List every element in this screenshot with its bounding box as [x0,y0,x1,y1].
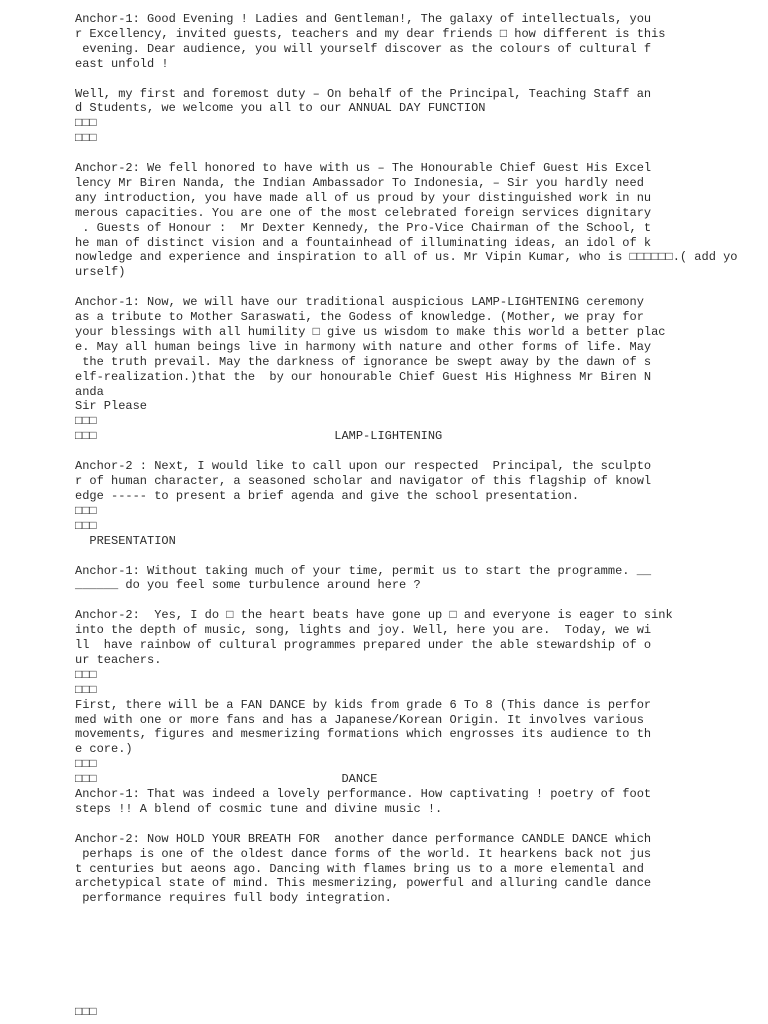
text-line: Anchor-1: Now, we will have our traditional auspicious LAMP-LIGHTENING ceremony [75,295,644,310]
text-line: ll have rainbow of cultural programmes prepared under the able stewardship of o [75,638,652,653]
text-line: east unfold ! [75,56,169,71]
text-line: PRESENTATION [75,533,176,548]
text-line: . Guests of Honour : Mr Dexter Kennedy, the Pro-Vice Chairman of the School, t [75,220,652,235]
text-line: □□□ [75,414,97,429]
paragraph [75,295,765,444]
text-line: lency Mr Biren Nanda, the Indian Ambassador To Indonesia, – Sir you hardly need [75,176,644,191]
text-line: urself) [75,265,126,280]
paragraph [75,12,765,72]
text-line: steps !! A blend of cosmic tune and divine music !. [75,801,443,816]
text-line: t centuries but aeons ago. Dancing with flames bring us to a more elemental and [75,861,644,876]
text-line: Anchor-2: Yes, I do □ the heart beats have gone up □ and everyone is eager to sink [75,608,673,623]
text-line: First, there will be a FAN DANCE by kids from grade 6 To 8 (This dance is perfor [75,697,652,712]
text-line: r Excellency, invited guests, teachers and my dear friends □ how different is this [75,26,666,41]
text-line: merous capacities. You are one of the most celebrated foreign services dignitary [75,205,652,220]
text-line: into the depth of music, song, lights and joy. Well, here you are. Today, we wi [75,623,652,638]
text-line: any introduction, you have made all of us proud by your distinguished work in nu [75,190,652,205]
text-line: e core.) [75,742,133,757]
text-line: □□□ [75,131,97,146]
text-line: □□□ [75,518,97,533]
paragraph [75,564,765,594]
text-line: Sir Please [75,399,148,414]
text-line: med with one or more fans and has a Japanese/Korean Origin. It involves various [75,712,644,727]
text-line: archetypical state of mind. This mesmerizing, powerful and alluring candle dance [75,876,652,891]
text-line: as a tribute to Mother Saraswati, the Godess of knowledge. (Mother, we pray for [75,310,644,325]
text-line: e. May all human beings live in harmony with nature and other forms of life. May [75,339,652,354]
text-line: d Students, we welcome you all to our ANNUAL DAY FUNCTION [75,101,486,116]
text-line: Anchor-2 : Next, I would like to call upon our respected Principal, the sculpto [75,459,652,474]
paragraph [75,87,765,147]
text-line: □□□ [75,667,97,682]
text-line: Well, my first and foremost duty – On behalf of the Principal, Teaching Staff an [75,86,652,101]
text-line: Anchor-1: Good Evening ! Ladies and Gentleman!, The galaxy of intellectuals, you [75,12,652,26]
text-line: ur teachers. [75,652,162,667]
document-body [75,12,765,921]
text-line: the truth prevail. May the darkness of ignorance be swept away by the dawn of s [75,354,652,369]
text-line: nowledge and experience and inspiration to all of us. Mr Vipin Kumar, who is □□□□□□.( add yo [75,250,738,265]
text-line: edge ----- to present a brief agenda and give the school presentation. [75,488,580,503]
text-line: he man of distinct vision and a fountainhead of illuminating ideas, an idol of k [75,235,652,250]
text-line: anda [75,384,104,399]
text-line: elf-realization.)that the by our honourable Chief Guest His Highness Mr Biren N [75,369,652,384]
text-line: movements, figures and mesmerizing formations which engrosses its audience to th [75,727,652,742]
text-line: Anchor-1: Without taking much of your time, permit us to start the programme. __ [75,563,652,578]
text-line: r of human character, a seasoned scholar and navigator of this flagship of knowl [75,474,652,489]
text-line: Anchor-1: That was indeed a lovely performance. How captivating ! poetry of foot [75,786,652,801]
text-line: □□□ [75,503,97,518]
paragraph [75,832,765,906]
text-line: Anchor-2: Now HOLD YOUR BREATH FOR another dance performance CANDLE DANCE which [75,831,652,846]
text-line: □□□ [75,757,97,772]
text-line: □□□ LAMP-LIGHTENING [75,429,443,444]
text-line: performance requires full body integration. [75,891,392,906]
paragraph [75,161,765,280]
text-line: □□□ [75,116,97,131]
paragraph [75,608,765,816]
text-line: evening. Dear audience, you will yourself discover as the colours of cultural f [75,41,652,56]
text-line: ______ do you feel some turbulence around here ? [75,578,421,593]
text-line: □□□ [75,682,97,697]
text-line: Anchor-2: We fell honored to have with us – The Honourable Chief Guest His Excel [75,161,652,176]
text-line: perhaps is one of the oldest dance forms of the world. It hearkens back not jus [75,846,652,861]
paragraph [75,459,765,548]
text-line: your blessings with all humility □ give us wisdom to make this world a better plac [75,325,666,340]
trailing-placeholder-glyphs: □□□ [75,1005,97,1019]
text-line: □□□ DANCE [75,772,378,787]
